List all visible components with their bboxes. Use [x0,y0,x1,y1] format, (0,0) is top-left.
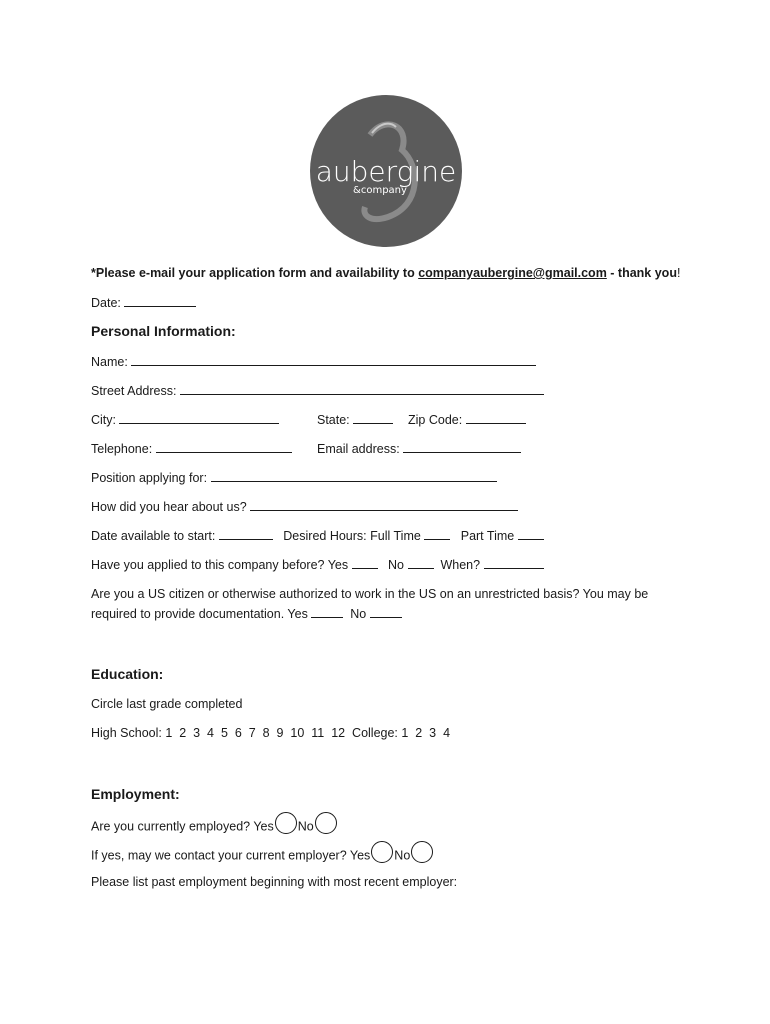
contact-yes-circle[interactable] [371,841,393,863]
zip-group: Zip Code: [408,411,526,428]
part-time-field[interactable] [518,527,544,540]
education-heading: Education: [91,666,164,682]
applied-yes-field[interactable] [352,556,378,569]
email-group: Email address: [317,440,521,457]
logo-subtext: &company [353,185,407,196]
aubergine-logo [310,95,462,247]
employed-no-circle[interactable] [315,812,337,834]
telephone-row: Telephone: [91,440,292,457]
personal-info-heading: Personal Information: [91,323,236,339]
state-group: State: [317,411,393,428]
employed-yes-circle[interactable] [275,812,297,834]
date-row: Date: [91,294,196,311]
citizen-line-2: required to provide documentation. Yes No [91,605,402,622]
circle-grade-instruction: Circle last grade completed [91,697,243,711]
start-date-field[interactable] [219,527,273,540]
applied-when-field[interactable] [484,556,544,569]
citizen-line-1: Are you a US citizen or otherwise authorized to work in the US on an unrestricted basis? You may be [91,587,649,601]
contact-no-circle[interactable] [411,841,433,863]
applied-no-field[interactable] [408,556,434,569]
position-row: Position applying for: [91,469,497,486]
email-link[interactable]: companyaubergine@gmail.com [418,266,607,280]
applied-before-row: Have you applied to this company before? Yes No When? [91,556,544,573]
employment-heading: Employment: [91,786,180,802]
city-field[interactable] [119,411,279,424]
city-row: City: [91,411,279,428]
street-field[interactable] [180,382,544,395]
name-row: Name: [91,353,536,370]
date-field[interactable] [124,294,196,307]
currently-employed-row: Are you currently employed? Yes No [91,816,338,838]
availability-row: Date available to start: Desired Hours: Full Time Part Time [91,527,544,544]
state-field[interactable] [353,411,393,424]
citizen-yes-field[interactable] [311,605,343,618]
grade-options[interactable]: High School: 1 2 3 4 5 6 7 8 9 10 11 12 College: 1 2 3 4 [91,726,451,740]
position-field[interactable] [211,469,497,482]
zip-field[interactable] [466,411,526,424]
street-row: Street Address: [91,382,544,399]
full-time-field[interactable] [424,527,450,540]
hear-row: How did you hear about us? [91,498,518,515]
hear-field[interactable] [250,498,518,511]
past-employment-instruction: Please list past employment beginning with most recent employer: [91,875,458,889]
email-notice: *Please e-mail your application form and availability to companyaubergine@gmail.com - thank you! [91,266,681,280]
citizen-no-field[interactable] [370,605,402,618]
name-field[interactable] [131,353,536,366]
email-field[interactable] [403,440,521,453]
logo-wordmark: aubergine [315,155,457,188]
contact-employer-row: If yes, may we contact your current employer? Yes No [91,845,434,867]
telephone-field[interactable] [156,440,292,453]
